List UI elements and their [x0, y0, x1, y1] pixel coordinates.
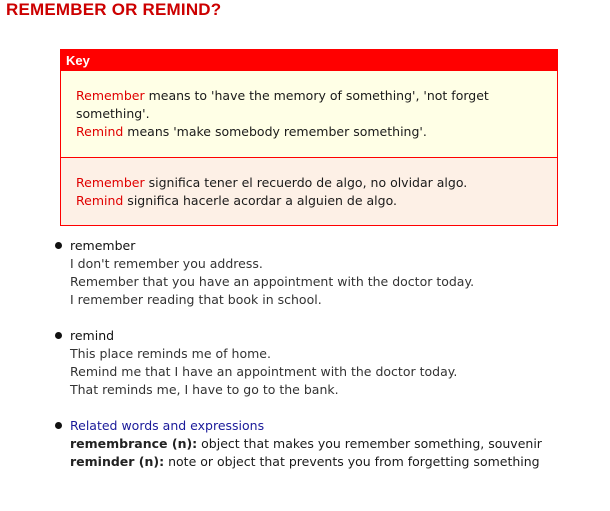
related-definition: object that makes you remember something, souvenir — [197, 436, 542, 451]
key-box — [60, 49, 558, 226]
list-item — [54, 327, 594, 399]
page-title: REMEMBER OR REMIND? — [6, 0, 222, 19]
bullet-icon — [55, 422, 62, 429]
section-remember — [54, 237, 594, 309]
example-sentence: I remember reading that book in school. — [70, 292, 322, 307]
key-spanish-remember — [76, 174, 543, 192]
section-remind — [54, 327, 594, 399]
list-item — [54, 237, 594, 309]
example-sentence: Remind me that I have an appointment with the doctor today. — [70, 364, 458, 379]
related-definition: note or object that prevents you from forgetting something — [164, 454, 540, 469]
related-item-remembrance — [70, 435, 594, 453]
key-spanish-remind — [76, 192, 543, 210]
key-term: Remind — [76, 124, 124, 139]
related-item-reminder — [70, 453, 594, 471]
section-heading: remember — [70, 238, 136, 253]
related-term: remembrance (n): — [70, 436, 198, 451]
related-heading: Related words and expressions — [70, 418, 265, 433]
key-english-remind — [76, 123, 543, 141]
example-sentence: I don't remember you address. — [70, 256, 263, 271]
example-sentence: Remember that you have an appointment with the doctor today. — [70, 274, 475, 289]
key-english-remember — [76, 87, 543, 123]
key-definition: significa hacerle acordar a alguien de algo. — [123, 193, 397, 208]
example-sentence: That reminds me, I have to go to the bank. — [70, 382, 339, 397]
key-definition: means 'make somebody remember something'. — [123, 124, 427, 139]
key-definition: means to 'have the memory of something', 'not forget something'. — [76, 88, 489, 121]
section-heading: remind — [70, 328, 115, 343]
example-sentence: This place reminds me of home. — [70, 346, 271, 361]
key-english-definitions — [61, 71, 557, 158]
list-item — [54, 417, 594, 471]
key-definition: significa tener el recuerdo de algo, no olvidar algo. — [144, 175, 468, 190]
key-spanish-definitions — [61, 158, 557, 225]
section-related — [54, 417, 594, 471]
key-header: Key — [61, 50, 557, 71]
related-term: reminder (n): — [70, 454, 165, 469]
key-term: Remember — [76, 88, 145, 103]
bullet-icon — [55, 332, 62, 339]
key-term: Remind — [76, 193, 124, 208]
key-term: Remember — [76, 175, 145, 190]
bullet-icon — [55, 242, 62, 249]
